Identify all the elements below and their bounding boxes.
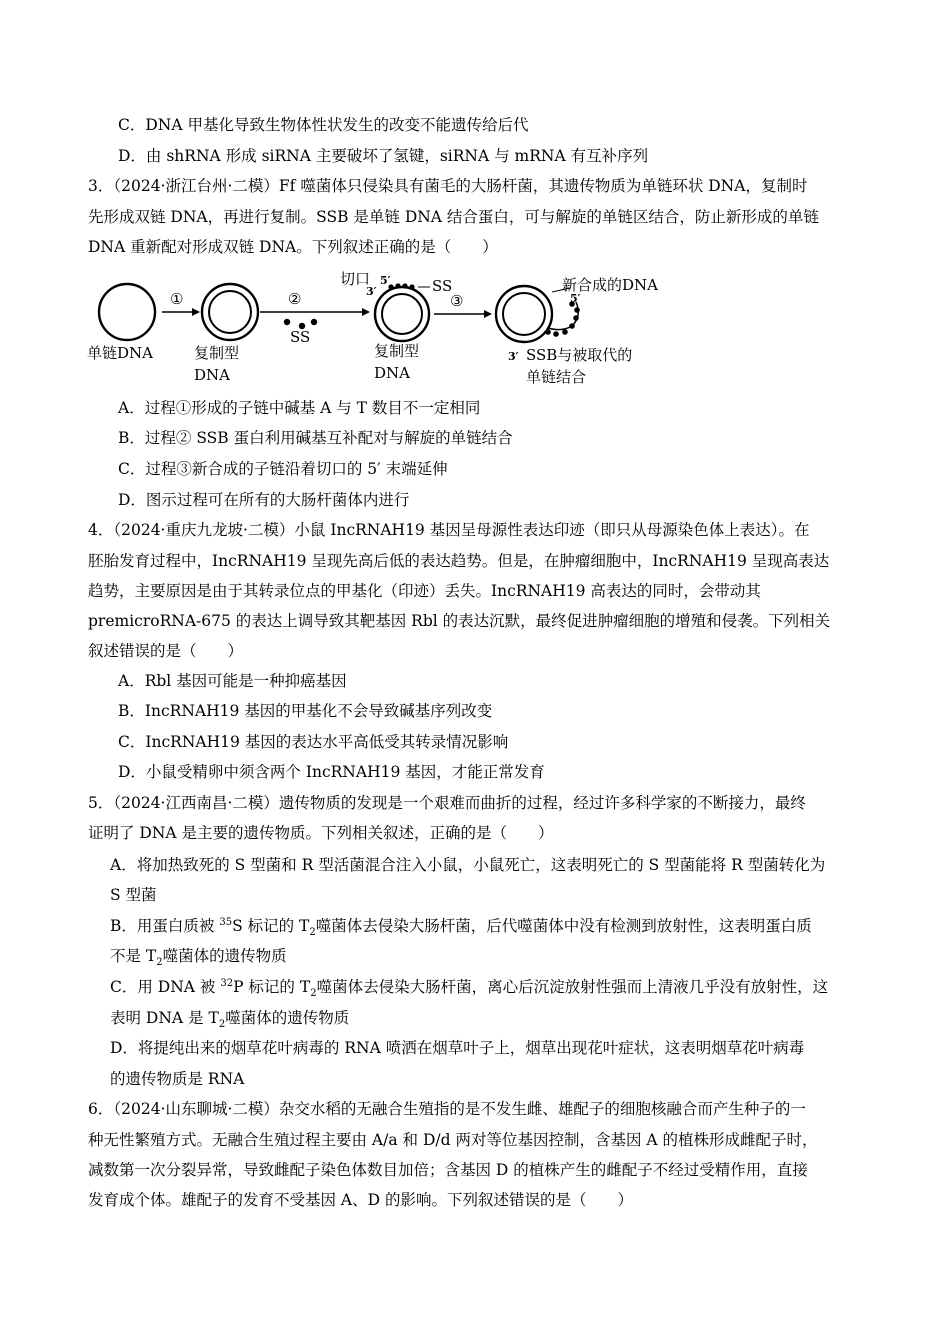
q3-stem-line-1: 3．（2024·浙江台州·二模）Ff 噬菌体只侵染具有菌毛的大肠杆菌，其遗传物质为单链环状 DNA，复制时 <box>88 177 808 195</box>
replicative-dna-label-2a: 复制型 <box>374 342 420 360</box>
ssb-binding-label-line-2: 单链结合 <box>526 368 587 386</box>
q6-stem-line-1: 6．（2024·山东聊城·二模）杂交水稻的无融合生殖指的是不发生雌、雄配子的细胞核融合而产生种子的一 <box>88 1100 806 1118</box>
cut-label: 切口 <box>340 270 371 288</box>
q5-option-d-line-2: 的遗传物质是 RNA <box>110 1070 245 1088</box>
replicative-outer-circle-2 <box>375 287 429 341</box>
q5-option-b-line-2: 不是 $T_2$噬菌体的遗传物质 <box>110 947 287 969</box>
q3-option-a: A．过程①形成的子链中碱基 A 与 T 数目不一定相同 <box>118 399 481 417</box>
replicative-inner-circle-2 <box>382 294 422 334</box>
q4-stem-line-3: 趋势，主要原因是由于其转录位点的甲基化（印迹）丢失。IncRNAH19 高表达的同时，会带动其 <box>88 582 761 600</box>
ssb-dot <box>553 331 559 337</box>
q5-option-d-line-1: D．将提纯出来的烟草花叶病毒的 RNA 喷洒在烟草叶子上，烟草出现花叶症状，这表明烟草花叶病毒 <box>110 1039 805 1057</box>
step-3-label: ③ <box>450 292 464 310</box>
q5-option-c-line-2: 表明 DNA 是 $T_2$噬菌体的遗传物质 <box>110 1009 350 1031</box>
arrow-head-1 <box>192 308 200 316</box>
q4-option-c: C．IncRNAH19 基因的表达水平高低受其转录情况影响 <box>118 733 509 751</box>
q3-stem-line-2: 先形成双链 DNA，再进行复制。SSB 是单链 DNA 结合蛋白，可与解旋的单链区结合，防止新形成的单链 <box>88 208 819 226</box>
three-prime-top-label: 3′ <box>366 285 377 298</box>
new-dna-label: 新合成的DNA <box>562 276 658 294</box>
q3-option-d: D．图示过程可在所有的大肠杆菌体内进行 <box>118 491 410 509</box>
q3-stem-line-3: DNA 重新配对形成双链 DNA。下列叙述正确的是（ ） <box>88 238 498 256</box>
step-1-label: ① <box>170 290 184 308</box>
replicative-inner-circle-3 <box>503 293 545 335</box>
ssb-dot <box>562 329 568 335</box>
q4-option-b: B．IncRNAH19 基因的甲基化不会导致碱基序列改变 <box>118 702 493 720</box>
ssb-dot <box>574 307 580 313</box>
q6-stem-line-4: 发育成个体。雄配子的发育不受基因 A、D 的影响。下列叙述错误的是（ ） <box>88 1191 633 1209</box>
q4-option-d: D．小鼠受精卵中须含两个 IncRNAH19 基因，才能正常发育 <box>118 763 545 781</box>
q5-option-a-line-1: A．将加热致死的 S 型菌和 R 型活菌混合注入小鼠，小鼠死亡，这表明死亡的 S 型菌能将 R 型菌转化为 <box>110 856 826 874</box>
single-strand-dna-label: 单链DNA <box>87 344 153 362</box>
ssb-dot <box>402 283 407 288</box>
q3-option-c: C．过程③新合成的子链沿着切口的 5′ 末端延伸 <box>118 460 448 478</box>
replicative-inner-circle-1 <box>209 291 251 333</box>
ssb-dot <box>311 319 317 325</box>
ssb-label-top: SS <box>432 277 453 295</box>
replicative-outer-circle-3 <box>496 286 552 342</box>
arrow-head-3 <box>484 310 492 318</box>
q5-option-c-line-1: C．用 DNA 被 $^{32}$P 标记的 $T_2$噬菌体去侵染大肠杆菌，离心后沉淀放射性强而上清液几乎没有放射性，这 <box>110 977 829 1000</box>
ssdna-replication-diagram <box>82 262 702 392</box>
ssb-dot <box>409 284 414 289</box>
ssb-dot <box>395 283 400 288</box>
q6-stem-line-3: 减数第一次分裂异常，导致雌配子染色体数目加倍；含基因 D 的植株产生的雌配子不经过受精作用，直接 <box>88 1161 808 1179</box>
q4-option-a: A．Rbl 基因可能是一种抑癌基因 <box>118 672 347 690</box>
five-prime-right-label: 5′ <box>570 292 581 305</box>
three-prime-bottom-label: 3′ <box>508 350 519 363</box>
ssb-binding-label-line-1: SSB与被取代的 <box>526 346 633 364</box>
replicative-dna-label-1b: DNA <box>194 366 230 384</box>
ssb-dot <box>545 329 551 335</box>
ssb-dot <box>573 315 579 321</box>
step-2-label: ② <box>288 290 302 308</box>
ssb-dot <box>569 323 575 329</box>
five-prime-top-label: 5′ <box>380 274 391 287</box>
arrow-head-2 <box>362 308 370 316</box>
q4-stem-line-2: 胚胎发育过程中，IncRNAH19 呈现先高后低的表达趋势。但是，在肿瘤细胞中，IncRNAH19 呈现高表达 <box>88 552 830 570</box>
q4-stem-line-1: 4．（2024·重庆九龙坡·二模）小鼠 IncRNAH19 基因呈母源性表达印迹（即只从母源染色体上表达）。在 <box>88 521 810 539</box>
ssb-label-bottom: SS <box>290 328 311 346</box>
q6-stem-line-2: 种无性繁殖方式。无融合生殖过程主要由 A/a 和 D/d 两对等位基因控制，含基因 A 的植株形成雌配子时， <box>88 1131 818 1149</box>
ssb-dot <box>284 319 290 325</box>
replicative-dna-label-1a: 复制型 <box>194 344 240 362</box>
q4-stem-line-4: premicroRNA-675 的表达上调导致其靶基因 Rbl 的表达沉默，最终促进肿瘤细胞的增殖和侵袭。下列相关 <box>88 612 831 630</box>
q5-stem-line-2: 证明了 DNA 是主要的遗传物质。下列相关叙述，正确的是（ ） <box>88 824 554 842</box>
q4-stem-line-5: 叙述错误的是（ ） <box>88 642 244 660</box>
q2-option-c: C．DNA 甲基化导致生物体性状发生的改变不能遗传给后代 <box>118 116 529 134</box>
replicative-dna-label-2b: DNA <box>374 364 410 382</box>
replicative-outer-circle-1 <box>202 284 258 340</box>
q5-stem-line-1: 5．（2024·江西南昌·二模）遗传物质的发现是一个艰难而曲折的过程，经过许多科学家的不断接力，最终 <box>88 794 806 812</box>
q5-option-b-line-1: B．用蛋白质被 $^{35}$S 标记的 $T_2$噬菌体去侵染大肠杆菌，后代噬菌体中没有检测到放射性，这表明蛋白质 <box>110 916 812 939</box>
q3-option-b: B．过程② SSB 蛋白利用碱基互补配对与解旋的单链结合 <box>118 429 513 447</box>
single-strand-circle <box>99 284 155 340</box>
q2-option-d: D．由 shRNA 形成 siRNA 主要破坏了氢键，siRNA 与 mRNA 有互补序列 <box>118 147 649 165</box>
q5-option-a-line-2: S 型菌 <box>110 886 157 904</box>
